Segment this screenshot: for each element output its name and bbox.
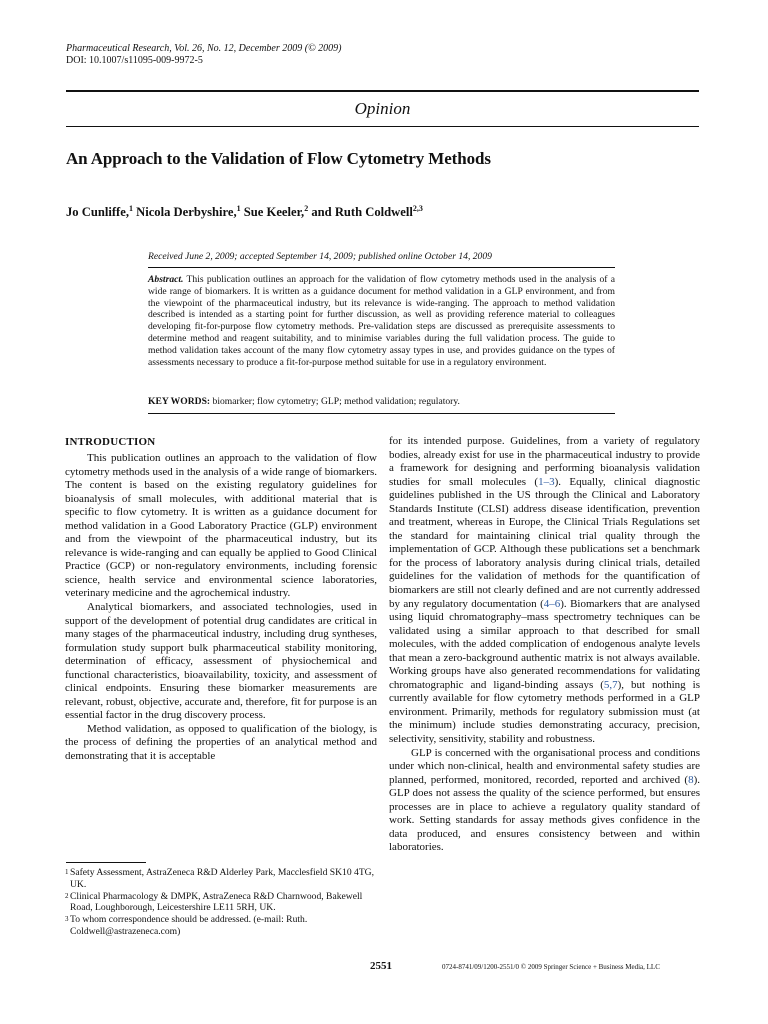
abstract-top-rule — [148, 267, 615, 268]
abstract-label: Abstract. — [148, 274, 184, 285]
citation-link[interactable]: 1–3 — [538, 475, 555, 488]
left-column — [65, 452, 377, 764]
author-affiliation-mark: 2 — [304, 204, 309, 213]
footnote-rule — [66, 862, 146, 863]
body-paragraph: Method validation, as opposed to qualification of the biology, is the process of defining the properties of an analytical method and demonstrating that it is acceptable — [65, 722, 377, 763]
paragraph-text: GLP is concerned with the organisational process and conditions under which non-clinical, health and environmental safety studies are planned, performed, monitored, recorded, reported and archived ( — [389, 746, 700, 786]
copyright-line: 0724-8741/09/1200-2551/0 © 2009 Springer Science + Business Media, LLC — [442, 963, 660, 971]
author-name: Jo Cunliffe, — [66, 205, 129, 220]
body-paragraph: Analytical biomarkers, and associated technologies, used in support of the development of potential drug candidates are critical in many stages of the pharmaceutical industry, including drug syntheses, formulation study support bulk pharmaceutical stability monitoring, determination of efficacy, assessment of physiochemical and functional characteristics, bioavailability, toxicity, and assessment of clinical endpoints. Ensuring these biomarker measurements are relevant, robust, objective, accurate and, therefore, fit for purpose is an essential factor in the drug discovery process. — [65, 601, 377, 722]
section-label: Opinion — [354, 99, 411, 118]
abstract — [148, 274, 615, 368]
author-name: Sue Keeler, — [243, 205, 305, 220]
body-paragraph: This publication outlines an approach to the validation of flow cytometry methods used in the analysis of a wide range of biomarkers. The content is based on the existing regulatory guidelines for bioanalysis of small molecules, with additional material that is specific to flow cytometry. It is written as a guidance document for method validation in a Good Laboratory Practice (GLP) environment and from the viewpoint of the pharmaceutical industry, but its relevance is wide-ranging and can equally be applied to Good Clinical Practice (GCP) or non-regulatory environments, including forensic science, health service and environmental science laboratories, veterinary medicine and the agrochemical industry. — [65, 452, 377, 600]
footnote — [65, 914, 377, 938]
paragraph-text: ). Equally, clinical diagnostic guidelines published in the US through the Clinical and Laboratory Standards Institute (CLSI) address disease identification, prevention and treatment, whereas in Europe, the Clinical Trials Regulations set the standard for maintaining clinical trial quality through the implementation of GCP. Although these publications set a benchmark for the process of laboratory analysis during clinical trials, detailed guidelines for the validation of methods for the quantification of biomarkers are still not clearly defined and are not currently addressed by any regulatory documentation ( — [389, 475, 700, 610]
footnote-mark: 3 — [65, 915, 69, 924]
keywords — [148, 396, 460, 407]
paragraph-text: ). GLP does not assess the quality of the science performed, but ensures processes are in place to achieve a regulatory quality standard of work. Setting standards for assay methods gives confidence in the data produced, and ensures consistency between and within laboratories. — [389, 773, 700, 854]
top-rule — [66, 90, 699, 92]
body-paragraph — [389, 435, 700, 747]
citation-link[interactable]: 4–6 — [543, 597, 561, 610]
journal-line: Pharmaceutical Research, Vol. 26, No. 12, December 2009 (© 2009) — [66, 43, 342, 54]
citation-link[interactable]: 5,7 — [603, 678, 618, 691]
footnote-mark: 2 — [65, 891, 69, 900]
author-affiliation-mark: 2,3 — [412, 204, 423, 213]
page-number: 2551 — [370, 960, 392, 972]
paragraph-text: ), but nothing is currently available for flow cytometry methods performed in a GLP environment. Primarily, methods for regulatory submission must (at the minimum) include studies demonstrating accuracy, precision, selectivity, sensitivity, stability and robustness. — [389, 678, 700, 746]
footnote-text: Safety Assessment, AstraZeneca R&D Alderley Park, Macclesfield SK10 4TG, UK. — [70, 867, 375, 890]
keywords-rule — [148, 413, 615, 414]
author-affiliation-mark: 1 — [128, 204, 133, 213]
paragraph-text: for its intended purpose. Guidelines, from a variety of regulatory bodies, already exist for use in the pharmaceutical industry to provide a framework for designing and performing bioanalysis validation studies for small molecules ( — [389, 435, 700, 488]
section-rule — [66, 126, 699, 127]
keywords-text: biomarker; flow cytometry; GLP; method validation; regulatory. — [212, 396, 460, 407]
abstract-text: This publication outlines an approach for the validation of flow cytometry methods used in the analysis of a wide range of biomarkers. It is written as a guidance document for method validation in a GLP environment, and from the viewpoint of the pharmaceutical industry, but its relevance is wide-ranging. The approach to method validation described is intended as a starting point for further discussion, as well as providing reference material to colleagues developing fit-for-purpose flow cytometry methods. Pre-validation steps are discussed as prerequisite assessments to determine method and reagent suitability, and to minimise variables during the full validation process. The guide to method validation takes account of the many flow cytometry assay types in use, and provides guidance on the types of assessments necessary to produce a fit-for-purpose method suitable for use in a regulatory environment. — [148, 274, 615, 368]
footnote-text: To whom correspondence should be addressed. (e-mail: Ruth. Coldwell@astrazeneca.com) — [70, 914, 308, 937]
citation-link[interactable]: 8 — [688, 773, 694, 786]
received-dates: Received June 2, 2009; accepted September 14, 2009; published online October 14, 2009 — [148, 251, 492, 262]
footnote-mark: 1 — [65, 868, 69, 876]
introduction-heading: INTRODUCTION — [65, 436, 156, 448]
keywords-label: KEY WORDS: — [148, 396, 211, 407]
author-name: and Ruth Coldwell — [311, 205, 413, 220]
footnote — [65, 867, 377, 891]
right-column — [389, 435, 700, 855]
footnotes — [65, 867, 377, 938]
footnote — [65, 891, 377, 915]
body-paragraph — [389, 747, 700, 855]
paragraph-text: ). Biomarkers that are analysed using liquid chromatography–mass spectrometry techniques can be validated using a similar approach to that described for small molecules, with the added complication of endogenous analyte levels that mean a zero-background authentic matrix is not always available. Working groups have also generated recommendations for validating chromatographic and ligand-binding assays ( — [389, 597, 701, 691]
journal-header — [66, 43, 342, 67]
footnote-text: Clinical Pharmacology & DMPK, AstraZeneca R&D Charnwood, Bakewell Road, Loughborough, Leicestershire LE11 5RH, UK. — [70, 890, 363, 914]
doi: DOI: 10.1007/s11095-009-9972-5 — [66, 55, 203, 66]
article-title: An Approach to the Validation of Flow Cytometry Methods — [66, 149, 491, 168]
author-list — [66, 204, 423, 220]
author-affiliation-mark: 1 — [236, 204, 241, 213]
author-name: Nicola Derbyshire, — [136, 205, 237, 220]
